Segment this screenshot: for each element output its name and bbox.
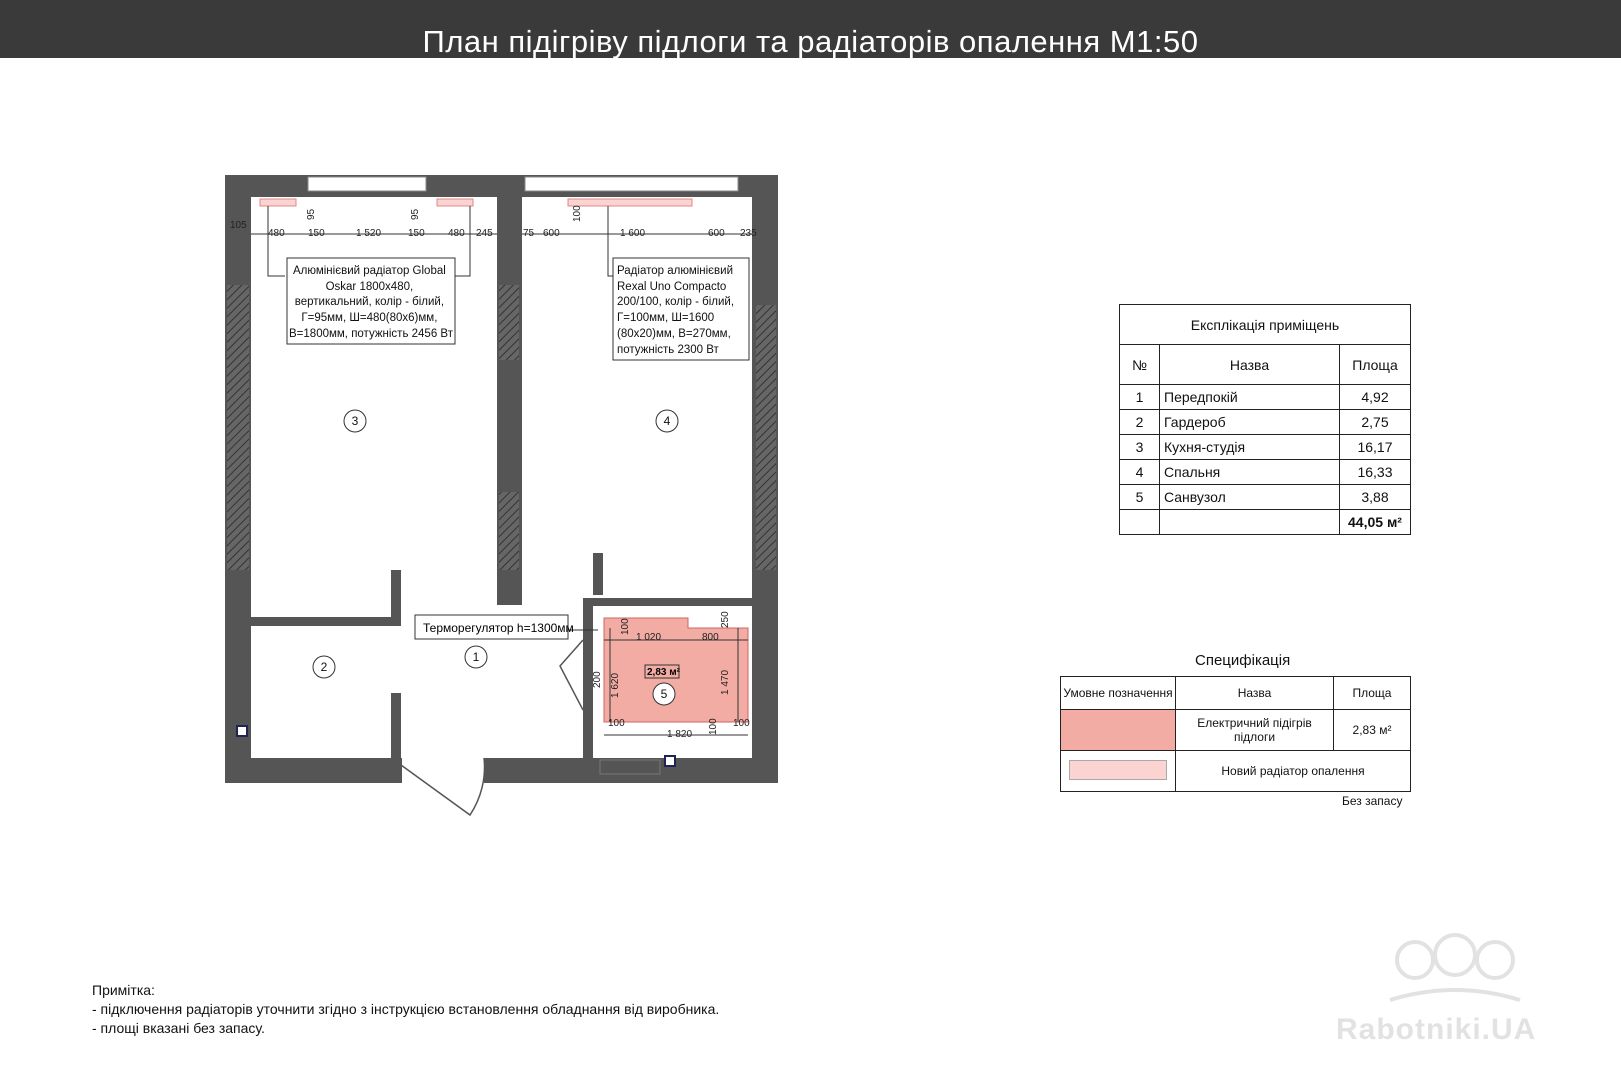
floor-heating-swatch [1061, 710, 1176, 751]
spec-header-symbol: Умовне позначення [1061, 677, 1176, 710]
dim-top-left-5: 480 [448, 228, 465, 239]
expl-area: 4,92 [1340, 385, 1411, 410]
expl-name: Санвузол [1160, 485, 1340, 510]
expl-header-area: Площа [1340, 345, 1411, 385]
dim-bath-10: 1 820 [667, 729, 693, 740]
expl-name: Передпокій [1160, 385, 1340, 410]
room-marker-2: 2 [320, 660, 328, 674]
expl-num: 1 [1120, 385, 1160, 410]
dim-bath-3: 800 [702, 632, 719, 643]
spec-header-area: Площа [1334, 677, 1411, 710]
table-row [1061, 710, 1411, 751]
rad-right-line-5: потужність 2300 Вт [617, 344, 719, 356]
expl-name: Спальня [1160, 460, 1340, 485]
rad-right-line-3: Г=100мм, Ш=1600 [617, 312, 715, 324]
table-row [1120, 460, 1411, 485]
table-row [1120, 385, 1411, 410]
dim-top-right-3: 600 [708, 228, 725, 239]
table-row [1120, 410, 1411, 435]
table-row-total [1120, 510, 1411, 535]
table-row [1061, 751, 1411, 792]
dim-top-left-3: 1 520 [356, 228, 382, 239]
bath-door [560, 640, 583, 710]
expl-name: Гардероб [1160, 410, 1340, 435]
room-marker-5: 5 [660, 687, 668, 701]
dim-bath-1: 250 [720, 611, 731, 628]
expl-header-num: № [1120, 345, 1160, 385]
dim-vert-2: 100 [572, 205, 583, 222]
socket-icon-bath [665, 756, 675, 766]
rad-right-line-0: Радіатор алюмінієвий [617, 265, 734, 277]
explication-table [1119, 304, 1411, 535]
dim-bath-5: 1 620 [610, 672, 621, 698]
spec-header-name: Назва [1176, 677, 1334, 710]
radiator-right-callout [613, 258, 749, 360]
expl-area: 2,75 [1340, 410, 1411, 435]
dim-vert-0: 95 [306, 208, 317, 220]
room-marker-1: 1 [472, 650, 480, 664]
dim-top-left-1: 480 [268, 228, 285, 239]
rad-left-line-1: Oskar 1800x480, [325, 281, 414, 293]
dim-top-left-2: 150 [308, 228, 325, 239]
svg-text:Алюмінієвий радіатор Global [289, 265, 454, 340]
expl-total: 44,05 м² [1340, 510, 1411, 535]
table-row [1120, 485, 1411, 510]
expl-num: 2 [1120, 410, 1160, 435]
dim-bath-0: 100 [620, 618, 631, 635]
radiator-left-1 [260, 199, 296, 206]
rad-left-line-2: вертикальний, колір - білий, [294, 296, 445, 308]
expl-area: 16,33 [1340, 460, 1411, 485]
heated-area-tag [645, 665, 681, 678]
expl-num: 4 [1120, 460, 1160, 485]
dim-bath-4: 200 [592, 671, 603, 688]
specification-table [1060, 676, 1411, 792]
thermostat-label: Терморегулятор h=1300мм [423, 621, 574, 635]
expl-num: 5 [1120, 485, 1160, 510]
radiator-swatch [1069, 760, 1167, 780]
socket-icon [237, 726, 247, 736]
radiator-right [568, 199, 692, 206]
dim-top-right-4: 235 [740, 228, 757, 239]
notes-line: - площі вказані без запасу. [92, 1020, 265, 1036]
room-marker-3: 3 [351, 414, 359, 428]
page-title: План підігріву підлоги та радіаторів опалення М1:50 [422, 24, 1199, 59]
dim-bath-9: 100 [733, 718, 750, 729]
dim-top-left-6: 245 [476, 228, 493, 239]
dim-vert-1: 95 [410, 208, 421, 220]
notes-line: - підключення радіаторів уточнити згідно з інструкцією встановлення обладнання від виробника. [92, 1001, 720, 1017]
radiator-left-callout [287, 258, 455, 344]
notes [92, 981, 719, 1038]
dim-top-right-0: 75 [523, 228, 535, 239]
table-row [1120, 435, 1411, 460]
radiator-left-2 [437, 199, 473, 206]
spec-footnote: Без запасу [1342, 794, 1403, 808]
dim-top-left-4: 150 [408, 228, 425, 239]
dim-bath-2: 1 020 [636, 632, 662, 643]
specification-caption: Специфікація [1195, 652, 1291, 669]
expl-name: Кухня-студія [1160, 435, 1340, 460]
rad-left-line-3: Г=95мм, Ш=480(80x6)мм, [301, 312, 438, 324]
dim-top-left-0: 105 [230, 220, 247, 231]
radiators [260, 199, 692, 206]
expl-area: 16,17 [1340, 435, 1411, 460]
dim-bath-8: 100 [708, 718, 719, 735]
spec-area: 2,83 м² [1334, 710, 1411, 751]
dim-bath-6: 1 470 [720, 669, 731, 695]
watermark-logo-icon [1380, 925, 1530, 1005]
rad-right-line-1: Rexal Uno Compacto [617, 281, 727, 293]
heated-area-label: 2,83 м² [647, 667, 680, 678]
thermostat-callout [415, 615, 574, 639]
expl-num: 3 [1120, 435, 1160, 460]
room-marker-4: 4 [663, 414, 671, 428]
explication-caption: Експлікація приміщень [1120, 305, 1411, 345]
rad-left-line-4: В=1800мм, потужність 2456 Вт [289, 328, 453, 340]
dim-top-right-1: 600 [543, 228, 560, 239]
dim-bath-7: 100 [608, 718, 625, 729]
door-swing [401, 758, 484, 815]
expl-header-name: Назва [1160, 345, 1340, 385]
rad-left-line-0: Алюмінієвий радіатор Global [292, 265, 446, 277]
watermark-text: Rabotniki.UA [1336, 1013, 1537, 1046]
spec-name: Новий радіатор опалення [1176, 751, 1411, 792]
notes-heading: Примітка: [92, 982, 155, 998]
rad-right-line-2: 200/100, колір - білий, [617, 296, 735, 308]
rad-right-line-4: (80x20)мм, В=270мм, [617, 328, 731, 340]
expl-area: 3,88 [1340, 485, 1411, 510]
spec-name: Електричний підігрів підлоги [1176, 710, 1334, 751]
dim-top-right-2: 1 600 [620, 228, 646, 239]
